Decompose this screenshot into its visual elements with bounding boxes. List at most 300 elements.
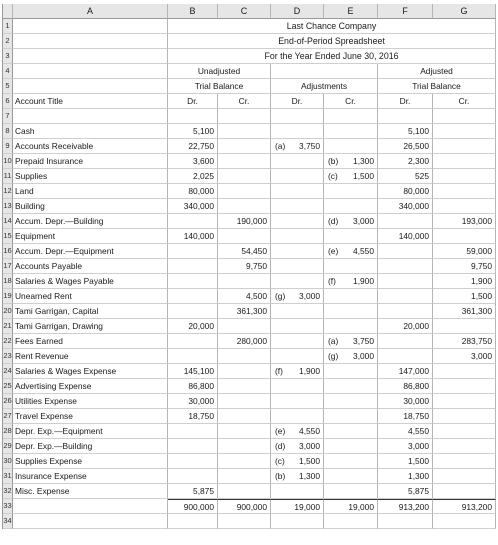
- table-row: [3, 379, 496, 394]
- adjustment-dr-cell[interactable]: [271, 154, 324, 169]
- adjustment-cr-cell[interactable]: [324, 289, 378, 304]
- adjusted-cr-cell[interactable]: [433, 484, 496, 499]
- unadjusted-cr-cell[interactable]: [218, 394, 271, 409]
- adjustment-dr-cell[interactable]: [271, 199, 324, 214]
- row-number[interactable]: 5: [3, 79, 13, 94]
- unadjusted-cr-cell[interactable]: [218, 199, 271, 214]
- account-title-cell[interactable]: Prepaid Insurance: [13, 154, 168, 169]
- row-number[interactable]: 6: [3, 94, 13, 109]
- adjustment-letter: (e): [328, 246, 339, 256]
- adjusted-dr-cell[interactable]: 1,300: [378, 469, 433, 484]
- adjustment-letter: (d): [328, 216, 339, 226]
- adjusted-cr-header[interactable]: Cr.: [433, 94, 496, 109]
- unadjusted-cr-cell[interactable]: [218, 349, 271, 364]
- adjustment-cr-cell[interactable]: [324, 439, 378, 454]
- unadjusted-dr-cell[interactable]: [168, 514, 218, 529]
- adjusted-dr-cell[interactable]: 86,800: [378, 379, 433, 394]
- unadjusted-dr-cell[interactable]: 18,750: [168, 409, 218, 424]
- adjusted-dr-cell[interactable]: 147,000: [378, 364, 433, 379]
- adjusted-dr-cell[interactable]: 80,000: [378, 184, 433, 199]
- cell[interactable]: [13, 109, 168, 124]
- unadjusted-dr-cell[interactable]: 86,800: [168, 379, 218, 394]
- adjustment-cr-cell[interactable]: [324, 424, 378, 439]
- cell[interactable]: [218, 109, 271, 124]
- adjusted-cr-cell[interactable]: [433, 319, 496, 334]
- account-title-cell[interactable]: Salaries & Wages Expense: [13, 364, 168, 379]
- unadjusted-dr-cell[interactable]: 30,000: [168, 394, 218, 409]
- unadjusted-cr-cell[interactable]: [218, 364, 271, 379]
- column-header-d[interactable]: D: [271, 4, 324, 19]
- row-number[interactable]: 12: [3, 184, 13, 199]
- adjustment-cr-cell[interactable]: [324, 469, 378, 484]
- unadjusted-cr-cell[interactable]: [218, 169, 271, 184]
- cell[interactable]: [13, 49, 168, 64]
- adjustment-dr-cell[interactable]: [271, 514, 324, 529]
- adjusted-cr-cell[interactable]: 913,200: [433, 499, 496, 514]
- table-row: [3, 319, 496, 334]
- adjusted-cr-cell[interactable]: [433, 424, 496, 439]
- adjustment-cr-cell[interactable]: [324, 244, 378, 259]
- unadjusted-cr-cell[interactable]: [218, 469, 271, 484]
- row-number[interactable]: 21: [3, 319, 13, 334]
- unadjusted-cr-cell[interactable]: 280,000: [218, 334, 271, 349]
- account-title-cell[interactable]: Tami Garrigan, Drawing: [13, 319, 168, 334]
- table-row: [3, 469, 496, 484]
- row-number[interactable]: 24: [3, 364, 13, 379]
- row-number[interactable]: 22: [3, 334, 13, 349]
- cell[interactable]: [324, 109, 378, 124]
- row-number[interactable]: 30: [3, 454, 13, 469]
- adjusted-dr-cell[interactable]: 30,000: [378, 394, 433, 409]
- table-row: [3, 394, 496, 409]
- select-all-corner[interactable]: [3, 4, 13, 19]
- row-number[interactable]: 28: [3, 424, 13, 439]
- table-row: [3, 439, 496, 454]
- adjustment-cr-cell[interactable]: [324, 379, 378, 394]
- adjusted-label[interactable]: Adjusted: [378, 64, 496, 79]
- adjustment-amount: 19,000: [348, 502, 374, 512]
- row-number[interactable]: 3: [3, 49, 13, 64]
- adjustment-dr-cell[interactable]: [271, 439, 324, 454]
- adjustment-cr-cell[interactable]: [324, 124, 378, 139]
- adjustment-cr-cell[interactable]: [324, 139, 378, 154]
- adjustment-cr-cell[interactable]: [324, 484, 378, 499]
- table-row: [3, 229, 496, 244]
- company-name[interactable]: Last Chance Company: [168, 19, 496, 34]
- unadjusted-dr-cell[interactable]: 5,100: [168, 124, 218, 139]
- row-number[interactable]: 33: [3, 499, 13, 514]
- unadjusted-trial-balance-label[interactable]: Trial Balance: [168, 79, 271, 94]
- adjustment-dr-cell[interactable]: [271, 289, 324, 304]
- unadjusted-dr-cell[interactable]: 340,000: [168, 199, 218, 214]
- adjustment-dr-cell[interactable]: [271, 139, 324, 154]
- adjusted-dr-cell[interactable]: 340,000: [378, 199, 433, 214]
- table-row: [3, 169, 496, 184]
- table-row: [3, 514, 496, 529]
- table-row: [3, 424, 496, 439]
- account-title-cell[interactable]: Depr. Exp.—Equipment: [13, 424, 168, 439]
- adjusted-cr-cell[interactable]: [433, 514, 496, 529]
- adjustment-dr-cell[interactable]: [271, 229, 324, 244]
- adjusted-cr-cell[interactable]: 59,000: [433, 244, 496, 259]
- cell[interactable]: [378, 109, 433, 124]
- table-row: [3, 484, 496, 499]
- adjusted-cr-cell[interactable]: 361,300: [433, 304, 496, 319]
- account-title-cell[interactable]: Fees Earned: [13, 334, 168, 349]
- adjustment-letter: (b): [275, 471, 286, 481]
- row-number[interactable]: 14: [3, 214, 13, 229]
- adjustment-cr-cell[interactable]: [324, 259, 378, 274]
- unadjusted-dr-cell[interactable]: [168, 214, 218, 229]
- adjustment-dr-cell[interactable]: [271, 244, 324, 259]
- adjustment-dr-cell[interactable]: [271, 184, 324, 199]
- unadjusted-cr-cell[interactable]: 9,750: [218, 259, 271, 274]
- adjustment-amount: 1,500: [353, 171, 374, 181]
- adjusted-cr-cell[interactable]: [433, 229, 496, 244]
- adjusted-dr-cell[interactable]: 26,500: [378, 139, 433, 154]
- adjusted-cr-cell[interactable]: [433, 454, 496, 469]
- unadjusted-dr-cell[interactable]: 2,025: [168, 169, 218, 184]
- row-number[interactable]: 34: [3, 514, 13, 529]
- table-row: [3, 139, 496, 154]
- column-header-a[interactable]: A: [13, 4, 168, 19]
- unadjusted-cr-cell[interactable]: [218, 319, 271, 334]
- account-title-header[interactable]: Account Title: [13, 94, 168, 109]
- row-number[interactable]: 20: [3, 304, 13, 319]
- adjusted-cr-cell[interactable]: [433, 169, 496, 184]
- unadjusted-dr-cell[interactable]: [168, 454, 218, 469]
- adjusted-dr-cell[interactable]: 20,000: [378, 319, 433, 334]
- adjustment-cr-cell[interactable]: [324, 274, 378, 289]
- unadjusted-cr-cell[interactable]: [218, 454, 271, 469]
- unadjusted-dr-header[interactable]: Dr.: [168, 94, 218, 109]
- row-number[interactable]: 32: [3, 484, 13, 499]
- adjustment-dr-cell[interactable]: [271, 424, 324, 439]
- adjusted-cr-cell[interactable]: 3,000: [433, 349, 496, 364]
- adjusted-cr-cell[interactable]: [433, 124, 496, 139]
- cell[interactable]: [271, 64, 378, 79]
- adjustment-dr-cell[interactable]: [271, 364, 324, 379]
- table-row: [3, 124, 496, 139]
- adjustment-dr-cell[interactable]: [271, 124, 324, 139]
- unadjusted-cr-cell[interactable]: [218, 229, 271, 244]
- cell[interactable]: [13, 79, 168, 94]
- adjustment-dr-cell[interactable]: [271, 454, 324, 469]
- cell[interactable]: [168, 109, 218, 124]
- adjusted-dr-cell[interactable]: [378, 244, 433, 259]
- adjustment-cr-cell[interactable]: [324, 199, 378, 214]
- adjusted-cr-cell[interactable]: [433, 379, 496, 394]
- account-title-cell[interactable]: Tami Garrigan, Capital: [13, 304, 168, 319]
- account-title-cell[interactable]: Accounts Receivable: [13, 139, 168, 154]
- row-number[interactable]: 16: [3, 244, 13, 259]
- adjustment-amount: 3,000: [353, 216, 374, 226]
- account-title-cell[interactable]: Supplies Expense: [13, 454, 168, 469]
- adjusted-dr-cell[interactable]: [378, 304, 433, 319]
- account-title-cell[interactable]: Supplies: [13, 169, 168, 184]
- adjustment-cr-cell[interactable]: [324, 304, 378, 319]
- unadjusted-cr-cell[interactable]: 54,450: [218, 244, 271, 259]
- account-title-cell[interactable]: [13, 514, 168, 529]
- adjustment-amount: 4,550: [353, 246, 374, 256]
- adjusted-cr-cell[interactable]: 9,750: [433, 259, 496, 274]
- row-number[interactable]: 9: [3, 139, 13, 154]
- adjustment-dr-cell[interactable]: [271, 319, 324, 334]
- unadjusted-cr-cell[interactable]: 361,300: [218, 304, 271, 319]
- adjusted-cr-cell[interactable]: [433, 409, 496, 424]
- adjustment-letter: (a): [328, 336, 339, 346]
- adjustment-dr-cell[interactable]: [271, 169, 324, 184]
- adjustment-amount: 3,000: [299, 291, 320, 301]
- adjustment-cr-cell[interactable]: [324, 334, 378, 349]
- unadjusted-cr-cell[interactable]: [218, 154, 271, 169]
- adjusted-cr-cell[interactable]: [433, 394, 496, 409]
- unadjusted-cr-cell[interactable]: [218, 484, 271, 499]
- account-title-cell[interactable]: Accounts Payable: [13, 259, 168, 274]
- account-title-cell[interactable]: Equipment: [13, 229, 168, 244]
- adjusted-dr-cell[interactable]: 2,300: [378, 154, 433, 169]
- row-number[interactable]: 25: [3, 379, 13, 394]
- table-row: [3, 154, 496, 169]
- column-header-g[interactable]: G: [433, 4, 496, 19]
- adjusted-dr-header[interactable]: Dr.: [378, 94, 433, 109]
- column-header-b[interactable]: B: [168, 4, 218, 19]
- adjusted-dr-cell[interactable]: 140,000: [378, 229, 433, 244]
- unadjusted-cr-cell[interactable]: [218, 439, 271, 454]
- adjusted-cr-cell[interactable]: 1,500: [433, 289, 496, 304]
- column-header-e[interactable]: E: [324, 4, 378, 19]
- adjusted-dr-cell[interactable]: 4,550: [378, 424, 433, 439]
- adjusted-cr-cell[interactable]: [433, 469, 496, 484]
- adjustment-amount: 19,000: [294, 502, 320, 512]
- unadjusted-cr-cell[interactable]: 4,500: [218, 289, 271, 304]
- adjustment-letter: (c): [328, 171, 338, 181]
- adjusted-dr-cell[interactable]: 5,100: [378, 124, 433, 139]
- adjusted-dr-cell[interactable]: 525: [378, 169, 433, 184]
- row-number[interactable]: 18: [3, 274, 13, 289]
- unadjusted-dr-cell[interactable]: [168, 244, 218, 259]
- unadjusted-dr-cell[interactable]: [168, 304, 218, 319]
- column-header-c[interactable]: C: [218, 4, 271, 19]
- unadjusted-dr-cell[interactable]: [168, 424, 218, 439]
- adjusted-cr-cell[interactable]: 283,750: [433, 334, 496, 349]
- unadjusted-cr-cell[interactable]: [218, 424, 271, 439]
- adjustment-amount: 3,000: [299, 441, 320, 451]
- adjusted-dr-cell[interactable]: 3,000: [378, 439, 433, 454]
- row-number[interactable]: 13: [3, 199, 13, 214]
- account-title-cell[interactable]: Building: [13, 199, 168, 214]
- row-number[interactable]: 11: [3, 169, 13, 184]
- adjustment-dr-cell[interactable]: [271, 334, 324, 349]
- row-number[interactable]: 23: [3, 349, 13, 364]
- adjusted-dr-cell[interactable]: 1,500: [378, 454, 433, 469]
- account-title-cell[interactable]: Insurance Expense: [13, 469, 168, 484]
- account-title-cell[interactable]: [13, 499, 168, 514]
- adjustment-cr-cell[interactable]: [324, 364, 378, 379]
- adjustment-amount: 1,300: [353, 156, 374, 166]
- cell[interactable]: [13, 34, 168, 49]
- account-title-cell[interactable]: Salaries & Wages Payable: [13, 274, 168, 289]
- row-number[interactable]: 7: [3, 109, 13, 124]
- table-row: [3, 214, 496, 229]
- adjustment-dr-cell[interactable]: [271, 259, 324, 274]
- adjusted-dr-cell[interactable]: [378, 334, 433, 349]
- adjustment-cr-cell[interactable]: [324, 169, 378, 184]
- adjustment-cr-cell[interactable]: [324, 349, 378, 364]
- table-row: [3, 304, 496, 319]
- adjusted-cr-cell[interactable]: [433, 439, 496, 454]
- adjustment-amount: 3,750: [353, 336, 374, 346]
- adjusted-cr-cell[interactable]: [433, 154, 496, 169]
- adjustment-letter: (f): [328, 276, 336, 286]
- unadjusted-dr-cell[interactable]: 20,000: [168, 319, 218, 334]
- adjusted-cr-cell[interactable]: 193,000: [433, 214, 496, 229]
- unadjusted-cr-cell[interactable]: 190,000: [218, 214, 271, 229]
- adjustment-amount: 1,500: [299, 456, 320, 466]
- table-row: [3, 289, 496, 304]
- table-row: [3, 199, 496, 214]
- adjustment-dr-cell[interactable]: [271, 349, 324, 364]
- row-number[interactable]: 15: [3, 229, 13, 244]
- unadjusted-dr-cell[interactable]: [168, 274, 218, 289]
- row-number[interactable]: 27: [3, 409, 13, 424]
- adjustment-amount: 1,900: [353, 276, 374, 286]
- adjustment-dr-cell[interactable]: [271, 469, 324, 484]
- adjusted-cr-cell[interactable]: [433, 139, 496, 154]
- adjusted-cr-cell[interactable]: [433, 184, 496, 199]
- adjustment-cr-cell[interactable]: [324, 154, 378, 169]
- table-row: [3, 274, 496, 289]
- unadjusted-cr-cell[interactable]: [218, 379, 271, 394]
- unadjusted-cr-cell[interactable]: [218, 514, 271, 529]
- adjusted-dr-cell[interactable]: [378, 349, 433, 364]
- account-title-cell[interactable]: Misc. Expense: [13, 484, 168, 499]
- unadjusted-dr-cell[interactable]: [168, 259, 218, 274]
- column-header-f[interactable]: F: [378, 4, 433, 19]
- row-number[interactable]: 1: [3, 19, 13, 34]
- adjustment-cr-cell[interactable]: [324, 409, 378, 424]
- account-title-cell[interactable]: Travel Expense: [13, 409, 168, 424]
- unadjusted-dr-cell[interactable]: 5,875: [168, 484, 218, 499]
- adjusted-dr-cell[interactable]: [378, 274, 433, 289]
- unadjusted-cr-cell[interactable]: [218, 139, 271, 154]
- row-number[interactable]: 10: [3, 154, 13, 169]
- adjusted-dr-cell[interactable]: [378, 214, 433, 229]
- adjustment-cr-cell[interactable]: [324, 514, 378, 529]
- cell[interactable]: [433, 109, 496, 124]
- unadjusted-dr-cell[interactable]: [168, 334, 218, 349]
- adjustment-dr-cell[interactable]: [271, 499, 324, 514]
- adjustment-cr-cell[interactable]: [324, 214, 378, 229]
- row-number[interactable]: 2: [3, 34, 13, 49]
- unadjusted-dr-cell[interactable]: 140,000: [168, 229, 218, 244]
- row-number[interactable]: 26: [3, 394, 13, 409]
- adjustment-cr-cell[interactable]: [324, 394, 378, 409]
- adjusted-dr-cell[interactable]: 5,875: [378, 484, 433, 499]
- spreadsheet: [2, 4, 496, 529]
- adjusted-dr-cell[interactable]: 913,200: [378, 499, 433, 514]
- adjustment-dr-cell[interactable]: [271, 304, 324, 319]
- adjusted-trial-balance-label[interactable]: Trial Balance: [378, 79, 496, 94]
- adjustment-amount: 1,900: [299, 366, 320, 376]
- account-title-cell[interactable]: Cash: [13, 124, 168, 139]
- unadjusted-cr-cell[interactable]: [218, 124, 271, 139]
- adjusted-dr-cell[interactable]: 18,750: [378, 409, 433, 424]
- unadjusted-cr-cell[interactable]: 900,000: [218, 499, 271, 514]
- row-number[interactable]: 4: [3, 64, 13, 79]
- adjustment-cr-cell[interactable]: [324, 454, 378, 469]
- adjusted-dr-cell[interactable]: [378, 259, 433, 274]
- unadjusted-cr-cell[interactable]: [218, 274, 271, 289]
- unadjusted-dr-cell[interactable]: 145,100: [168, 364, 218, 379]
- adjustment-dr-cell[interactable]: [271, 274, 324, 289]
- adjusted-dr-cell[interactable]: [378, 289, 433, 304]
- adjustment-cr-cell[interactable]: [324, 499, 378, 514]
- adjustment-dr-cell[interactable]: [271, 394, 324, 409]
- row-number[interactable]: 29: [3, 439, 13, 454]
- cell[interactable]: [13, 64, 168, 79]
- cell[interactable]: [271, 109, 324, 124]
- adjustment-letter: (g): [275, 291, 286, 301]
- adjustment-letter: (g): [328, 351, 339, 361]
- row-number[interactable]: 8: [3, 124, 13, 139]
- adjustment-dr-cell[interactable]: [271, 214, 324, 229]
- adjusted-cr-cell[interactable]: 1,900: [433, 274, 496, 289]
- adjustment-cr-cell[interactable]: [324, 184, 378, 199]
- adjustment-cr-cell[interactable]: [324, 229, 378, 244]
- unadjusted-cr-cell[interactable]: [218, 184, 271, 199]
- unadjusted-dr-cell[interactable]: 22,750: [168, 139, 218, 154]
- adjustments-label[interactable]: Adjustments: [271, 79, 378, 94]
- row-number[interactable]: 19: [3, 289, 13, 304]
- adjusted-cr-cell[interactable]: [433, 199, 496, 214]
- account-title-cell[interactable]: Utilities Expense: [13, 394, 168, 409]
- row-number[interactable]: 17: [3, 259, 13, 274]
- adjustment-dr-cell[interactable]: [271, 379, 324, 394]
- unadjusted-cr-cell[interactable]: [218, 409, 271, 424]
- table-row: [3, 244, 496, 259]
- adjusted-dr-cell[interactable]: [378, 514, 433, 529]
- unadjusted-label[interactable]: Unadjusted: [168, 64, 271, 79]
- row-number[interactable]: 31: [3, 469, 13, 484]
- unadjusted-dr-cell[interactable]: [168, 439, 218, 454]
- unadjusted-dr-cell[interactable]: [168, 349, 218, 364]
- cell[interactable]: [13, 19, 168, 34]
- account-title-cell[interactable]: Rent Revenue: [13, 349, 168, 364]
- adjustment-letter: (b): [328, 156, 339, 166]
- unadjusted-dr-cell[interactable]: 80,000: [168, 184, 218, 199]
- account-title-cell[interactable]: Depr. Exp.—Building: [13, 439, 168, 454]
- account-title-cell[interactable]: Advertising Expense: [13, 379, 168, 394]
- sheet-title[interactable]: End-of-Period Spreadsheet: [168, 34, 496, 49]
- adjustments-cr-header[interactable]: Cr.: [324, 94, 378, 109]
- account-title-cell[interactable]: Accum. Depr.—Equipment: [13, 244, 168, 259]
- account-title-cell[interactable]: Accum. Depr.—Building: [13, 214, 168, 229]
- adjusted-cr-cell[interactable]: [433, 364, 496, 379]
- adjustment-cr-cell[interactable]: [324, 319, 378, 334]
- account-title-cell[interactable]: Land: [13, 184, 168, 199]
- unadjusted-dr-cell[interactable]: 3,600: [168, 154, 218, 169]
- adjustments-dr-header[interactable]: Dr.: [271, 94, 324, 109]
- period-title[interactable]: For the Year Ended June 30, 2016: [168, 49, 496, 64]
- adjustment-dr-cell[interactable]: [271, 409, 324, 424]
- account-title-cell[interactable]: Unearned Rent: [13, 289, 168, 304]
- unadjusted-dr-cell[interactable]: [168, 289, 218, 304]
- unadjusted-cr-header[interactable]: Cr.: [218, 94, 271, 109]
- adjustment-dr-cell[interactable]: [271, 484, 324, 499]
- unadjusted-dr-cell[interactable]: 900,000: [168, 499, 218, 514]
- unadjusted-dr-cell[interactable]: [168, 469, 218, 484]
